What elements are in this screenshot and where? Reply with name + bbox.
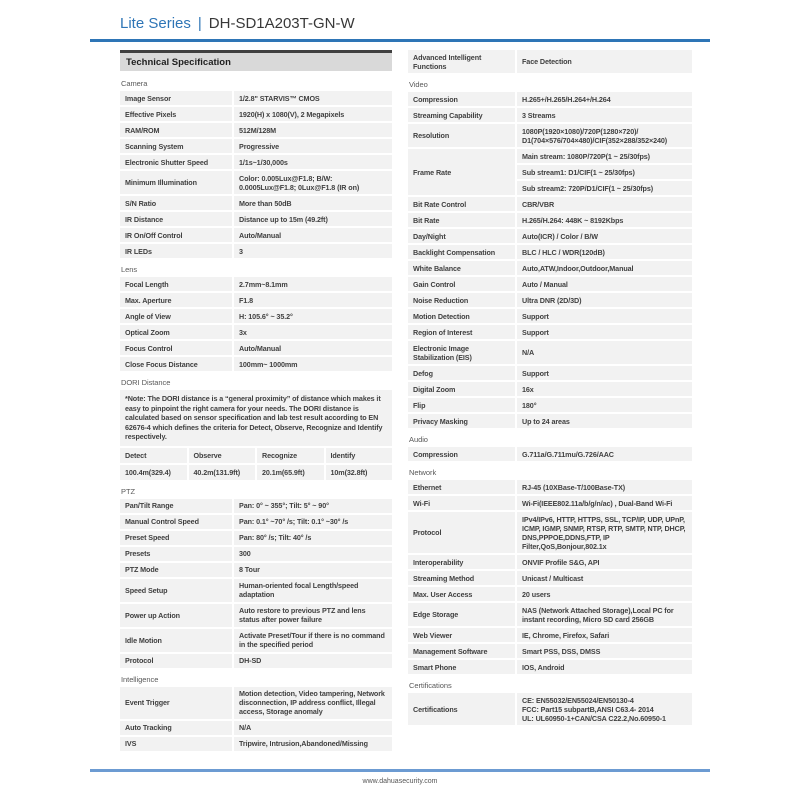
- spec-row-ptz-mode: [120, 563, 392, 577]
- spec-value: 1/1s~1/30,000s: [234, 155, 392, 169]
- spec-row-management-software: [408, 644, 692, 658]
- spec-label: Scanning System: [120, 139, 232, 153]
- spec-label: Advanced Intelligent Functions: [408, 50, 515, 73]
- spec-row-region-of-interest: [408, 325, 692, 339]
- spec-label: Minimum Illumination: [120, 171, 232, 194]
- spec-value: 512M/128M: [234, 123, 392, 137]
- spec-label: Electronic Shutter Speed: [120, 155, 232, 169]
- header-divider-line: [90, 39, 710, 42]
- spec-label: Region of Interest: [408, 325, 515, 339]
- dori-header-detect: Detect: [120, 448, 187, 463]
- spec-column-left: [120, 50, 392, 753]
- spec-value: Color: 0.005Lux@F1.8; B/W: 0.0005Lux@F1.8; 0Lux@F1.8 (IR on): [234, 171, 392, 194]
- spec-value: G.711a/G.711mu/G.726/AAC: [517, 447, 692, 461]
- spec-label: Bit Rate: [408, 213, 515, 227]
- spec-value: 180°: [517, 398, 692, 412]
- spec-value: Pan: 80° /s; Tilt: 40° /s: [234, 531, 392, 545]
- spec-label: Bit Rate Control: [408, 197, 515, 211]
- spec-value: Activate Preset/Tour if there is no command in the specified period: [234, 629, 392, 652]
- spec-row-white-balance: [408, 261, 692, 275]
- spec-value: 20 users: [517, 587, 692, 601]
- spec-label: Compression: [408, 447, 515, 461]
- technical-specification-header: Technical Specification: [120, 50, 392, 71]
- series-title: Lite Series: [120, 15, 191, 32]
- spec-value: 300: [234, 547, 392, 561]
- spec-label: IR LEDs: [120, 244, 232, 258]
- section-label-network: Network: [409, 468, 437, 477]
- title-separator: |: [197, 15, 202, 32]
- spec-value: 3: [234, 244, 392, 258]
- spec-label: Defog: [408, 366, 515, 380]
- dori-header-identify: Identify: [326, 448, 393, 463]
- spec-value: Face Detection: [517, 50, 692, 73]
- spec-label: Management Software: [408, 644, 515, 658]
- spec-row-scanning-system: [120, 139, 392, 153]
- spec-row-ir-leds: [120, 244, 392, 258]
- spec-value: Up to 24 areas: [517, 414, 692, 428]
- spec-label: Edge Storage: [408, 603, 515, 626]
- spec-row-certifications: [408, 693, 692, 725]
- spec-value: Auto(ICR) / Color / B/W: [517, 229, 692, 243]
- spec-label: IR Distance: [120, 212, 232, 226]
- spec-blocks-right: [408, 50, 692, 725]
- spec-row-compression: [408, 447, 692, 461]
- spec-value: Sub stream2: 720P/D1/CIF(1 ~ 25/30fps): [517, 181, 692, 195]
- spec-row-motion-detection: [408, 309, 692, 323]
- spec-label: Protocol: [120, 654, 232, 668]
- spec-value: CBR/VBR: [517, 197, 692, 211]
- spec-label: Preset Speed: [120, 531, 232, 545]
- spec-row-close-focus-distance: [120, 357, 392, 371]
- spec-row-effective-pixels: [120, 107, 392, 121]
- spec-value: Motion detection, Video tampering, Network disconnection, IP address conflict, Illegal access, Storage anomaly: [234, 687, 392, 719]
- spec-label: Power up Action: [120, 604, 232, 627]
- spec-label: Speed Setup: [120, 579, 232, 602]
- spec-row-compression: [408, 92, 692, 106]
- spec-row-presets: [120, 547, 392, 561]
- spec-label: Optical Zoom: [120, 325, 232, 339]
- spec-row-power-up-action: [120, 604, 392, 627]
- spec-row-noise-reduction: [408, 293, 692, 307]
- spec-row-preset-speed: [120, 531, 392, 545]
- spec-row-manual-control-speed: [120, 515, 392, 529]
- spec-value: N/A: [517, 341, 692, 364]
- spec-label: Ethernet: [408, 480, 515, 494]
- spec-value: Human-oriented focal Length/speed adaptation: [234, 579, 392, 602]
- spec-row-bit-rate-control: [408, 197, 692, 211]
- spec-value: 3x: [234, 325, 392, 339]
- spec-column-right: [408, 50, 692, 727]
- spec-row-protocol: [408, 512, 692, 553]
- spec-value: 3 Streams: [517, 108, 692, 122]
- spec-row-minimum-illumination: [120, 171, 392, 194]
- spec-value: Support: [517, 325, 692, 339]
- model-number: DH-SD1A203T-GN-W: [208, 15, 355, 32]
- spec-label: Focus Control: [120, 341, 232, 355]
- spec-label: Protocol: [408, 512, 515, 553]
- spec-value-stack: [517, 149, 692, 195]
- spec-label: White Balance: [408, 261, 515, 275]
- spec-label: Angle of View: [120, 309, 232, 323]
- spec-value: 100mm~ 1000mm: [234, 357, 392, 371]
- spec-row-speed-setup: [120, 579, 392, 602]
- dori-value-recognize: 20.1m(65.9ft): [257, 465, 324, 480]
- spec-row-privacy-masking: [408, 414, 692, 428]
- spec-row-max-user-access: [408, 587, 692, 601]
- spec-label: Streaming Method: [408, 571, 515, 585]
- spec-value: Auto/Manual: [234, 228, 392, 242]
- spec-value: H: 105.6° ~ 35.2°: [234, 309, 392, 323]
- dori-value-observe: 40.2m(131.9ft): [189, 465, 256, 480]
- spec-label: Electronic Image Stabilization (EIS): [408, 341, 515, 364]
- spec-row-max-aperture: [120, 293, 392, 307]
- spec-value: N/A: [234, 721, 392, 735]
- section-label-video: Video: [409, 80, 428, 89]
- spec-row-electronic-image-stabilization-eis: [408, 341, 692, 364]
- spec-label: Streaming Capability: [408, 108, 515, 122]
- spec-value: Pan: 0.1° ~70° /s; Tilt: 0.1° ~30° /s: [234, 515, 392, 529]
- spec-row-protocol: [120, 654, 392, 668]
- dori-header-observe: Observe: [189, 448, 256, 463]
- spec-value: Main stream: 1080P/720P(1 ~ 25/30fps): [517, 149, 692, 163]
- spec-blocks-left: [120, 74, 392, 751]
- spec-label: IR On/Off Control: [120, 228, 232, 242]
- spec-label: Pan/Tilt Range: [120, 499, 232, 513]
- spec-label: S/N Ratio: [120, 196, 232, 210]
- spec-value: Ultra DNR (2D/3D): [517, 293, 692, 307]
- spec-value: ONVIF Profile S&G, API: [517, 555, 692, 569]
- spec-row-day-night: [408, 229, 692, 243]
- spec-value: More than 50dB: [234, 196, 392, 210]
- spec-row-s-n-ratio: [120, 196, 392, 210]
- section-label-dori-distance: DORI Distance: [121, 378, 171, 387]
- spec-row-focus-control: [120, 341, 392, 355]
- spec-row-auto-tracking: [120, 721, 392, 735]
- spec-row-streaming-method: [408, 571, 692, 585]
- spec-label: Privacy Masking: [408, 414, 515, 428]
- spec-label: PTZ Mode: [120, 563, 232, 577]
- spec-label: Compression: [408, 92, 515, 106]
- spec-value: CE: EN55032/EN55024/EN50130-4 FCC: Part15 subpartB,ANSI C63.4- 2014 UL: UL60950-1+CAN/CSA C22.2,No.60950-1: [517, 693, 692, 725]
- page-footer: [0, 769, 800, 785]
- spec-label: Manual Control Speed: [120, 515, 232, 529]
- spec-row-digital-zoom: [408, 382, 692, 396]
- spec-label: Resolution: [408, 124, 515, 147]
- dori-value-identify: 10m(32.8ft): [326, 465, 393, 480]
- spec-label: Focal Length: [120, 277, 232, 291]
- spec-row-wi-fi: [408, 496, 692, 510]
- section-label-ptz: PTZ: [121, 486, 136, 496]
- spec-label: Motion Detection: [408, 309, 515, 323]
- spec-value: Distance up to 15m (49.2ft): [234, 212, 392, 226]
- spec-row-focal-length: [120, 277, 392, 291]
- spec-row-electronic-shutter-speed: [120, 155, 392, 169]
- spec-row-optical-zoom: [120, 325, 392, 339]
- spec-value: 8 Tour: [234, 563, 392, 577]
- spec-row-streaming-capability: [408, 108, 692, 122]
- spec-value: H.265+/H.265/H.264+/H.264: [517, 92, 692, 106]
- spec-row-interoperability: [408, 555, 692, 569]
- spec-value: Auto,ATW,Indoor,Outdoor,Manual: [517, 261, 692, 275]
- spec-label: Web Viewer: [408, 628, 515, 642]
- spec-label: Backlight Compensation: [408, 245, 515, 259]
- spec-row-pan-tilt-range: [120, 499, 392, 513]
- spec-value: 2.7mm~8.1mm: [234, 277, 392, 291]
- spec-label: Event Trigger: [120, 687, 232, 719]
- spec-label: Flip: [408, 398, 515, 412]
- spec-label: Gain Control: [408, 277, 515, 291]
- spec-row-bit-rate: [408, 213, 692, 227]
- spec-value: Wi-Fi(IEEE802.11a/b/g/n/ac) , Dual-Band Wi-Fi: [517, 496, 692, 510]
- spec-label: Smart Phone: [408, 660, 515, 674]
- spec-row-advanced-intelligent-functions: [408, 50, 692, 73]
- spec-row-image-sensor: [120, 91, 392, 105]
- spec-row-edge-storage: [408, 603, 692, 626]
- spec-row-backlight-compensation: [408, 245, 692, 259]
- spec-row-web-viewer: [408, 628, 692, 642]
- section-label-lens: Lens: [121, 265, 138, 274]
- spec-row-flip: [408, 398, 692, 412]
- spec-value: Support: [517, 366, 692, 380]
- dori-header-recognize: Recognize: [257, 448, 324, 463]
- spec-value: 1080P(1920×1080)/720P(1280×720)/ D1(704×576/704×480)/CIF(352×288/352×240): [517, 124, 692, 147]
- spec-label: Image Sensor: [120, 91, 232, 105]
- spec-value: BLC / HLC / WDR(120dB): [517, 245, 692, 259]
- spec-row-ir-on-off-control: [120, 228, 392, 242]
- spec-columns: [0, 50, 800, 753]
- spec-value: NAS (Network Attached Storage),Local PC for instant recording, Micro SD card 256GB: [517, 603, 692, 626]
- spec-label: Frame Rate: [408, 149, 515, 195]
- spec-value: 1920(H) x 1080(V), 2 Megapixels: [234, 107, 392, 121]
- spec-label: Auto Tracking: [120, 721, 232, 735]
- spec-row-ram-rom: [120, 123, 392, 137]
- spec-value: 16x: [517, 382, 692, 396]
- spec-label: Max. Aperture: [120, 293, 232, 307]
- page-header: [0, 0, 800, 32]
- spec-value: IOS, Android: [517, 660, 692, 674]
- section-label-certifications: Certifications: [409, 681, 452, 690]
- spec-label: Interoperability: [408, 555, 515, 569]
- dori-value-detect: 100.4m(329.4): [120, 465, 187, 480]
- spec-row-event-trigger: [120, 687, 392, 719]
- spec-value: IE, Chrome, Firefox, Safari: [517, 628, 692, 642]
- spec-label: Day/Night: [408, 229, 515, 243]
- spec-row-resolution: [408, 124, 692, 147]
- spec-label: Digital Zoom: [408, 382, 515, 396]
- spec-value: IPv4/IPv6, HTTP, HTTPS, SSL, TCP/IP, UDP, UPnP, ICMP, IGMP, SNMP, RTSP, RTP, SMTP, NTP, DHCP, DNS,PPPOE,DDNS,FTP, IP Filter,QoS,Bonjour,802.1x: [517, 512, 692, 553]
- spec-label: Wi-Fi: [408, 496, 515, 510]
- spec-row-ivs: [120, 737, 392, 751]
- section-label-audio: Audio: [409, 435, 428, 444]
- spec-value: Pan: 0° ~ 355°; Tilt: 5° ~ 90°: [234, 499, 392, 513]
- spec-row-defog: [408, 366, 692, 380]
- spec-row-smart-phone: [408, 660, 692, 674]
- spec-value: Sub stream1: D1/CIF(1 ~ 25/30fps): [517, 165, 692, 179]
- spec-value: DH-SD: [234, 654, 392, 668]
- spec-value: Auto restore to previous PTZ and lens status after power failure: [234, 604, 392, 627]
- spec-row-gain-control: [408, 277, 692, 291]
- spec-row-ir-distance: [120, 212, 392, 226]
- spec-row-frame-rate: [408, 149, 692, 195]
- spec-row-ethernet: [408, 480, 692, 494]
- spec-value: Tripwire, Intrusion,Abandoned/Missing: [234, 737, 392, 751]
- spec-value: H.265/H.264: 448K ~ 8192Kbps: [517, 213, 692, 227]
- spec-value: Auto/Manual: [234, 341, 392, 355]
- section-label-camera: Camera: [121, 79, 148, 88]
- dori-note: *Note: The DORI distance is a “general proximity” of distance which makes it easy to pinpoint the right camera for your needs. The DORI distance is calculated based on sensor specification and lab test result according to EN 62676-4 which defines the criteria for Detect, Observe, Recognize and Identify respectively.: [120, 390, 392, 446]
- spec-value: Smart PSS, DSS, DMSS: [517, 644, 692, 658]
- spec-label: Certifications: [408, 693, 515, 725]
- footer-url: www.dahuasecurity.com: [362, 777, 438, 785]
- spec-row-angle-of-view: [120, 309, 392, 323]
- spec-row-idle-motion: [120, 629, 392, 652]
- spec-value: Unicast / Multicast: [517, 571, 692, 585]
- spec-label: Presets: [120, 547, 232, 561]
- spec-label: Close Focus Distance: [120, 357, 232, 371]
- spec-value: F1.8: [234, 293, 392, 307]
- spec-value: 1/2.8" STARVIS™ CMOS: [234, 91, 392, 105]
- spec-value: RJ-45 (10XBase-T/100Base-TX): [517, 480, 692, 494]
- dori-table: [120, 448, 392, 480]
- spec-label: RAM/ROM: [120, 123, 232, 137]
- spec-label: IVS: [120, 737, 232, 751]
- section-label-intelligence: Intelligence: [121, 674, 159, 684]
- spec-label: Effective Pixels: [120, 107, 232, 121]
- spec-label: Max. User Access: [408, 587, 515, 601]
- spec-label: Noise Reduction: [408, 293, 515, 307]
- spec-value: Auto / Manual: [517, 277, 692, 291]
- spec-value: Support: [517, 309, 692, 323]
- spec-label: Idle Motion: [120, 629, 232, 652]
- spec-value: Progressive: [234, 139, 392, 153]
